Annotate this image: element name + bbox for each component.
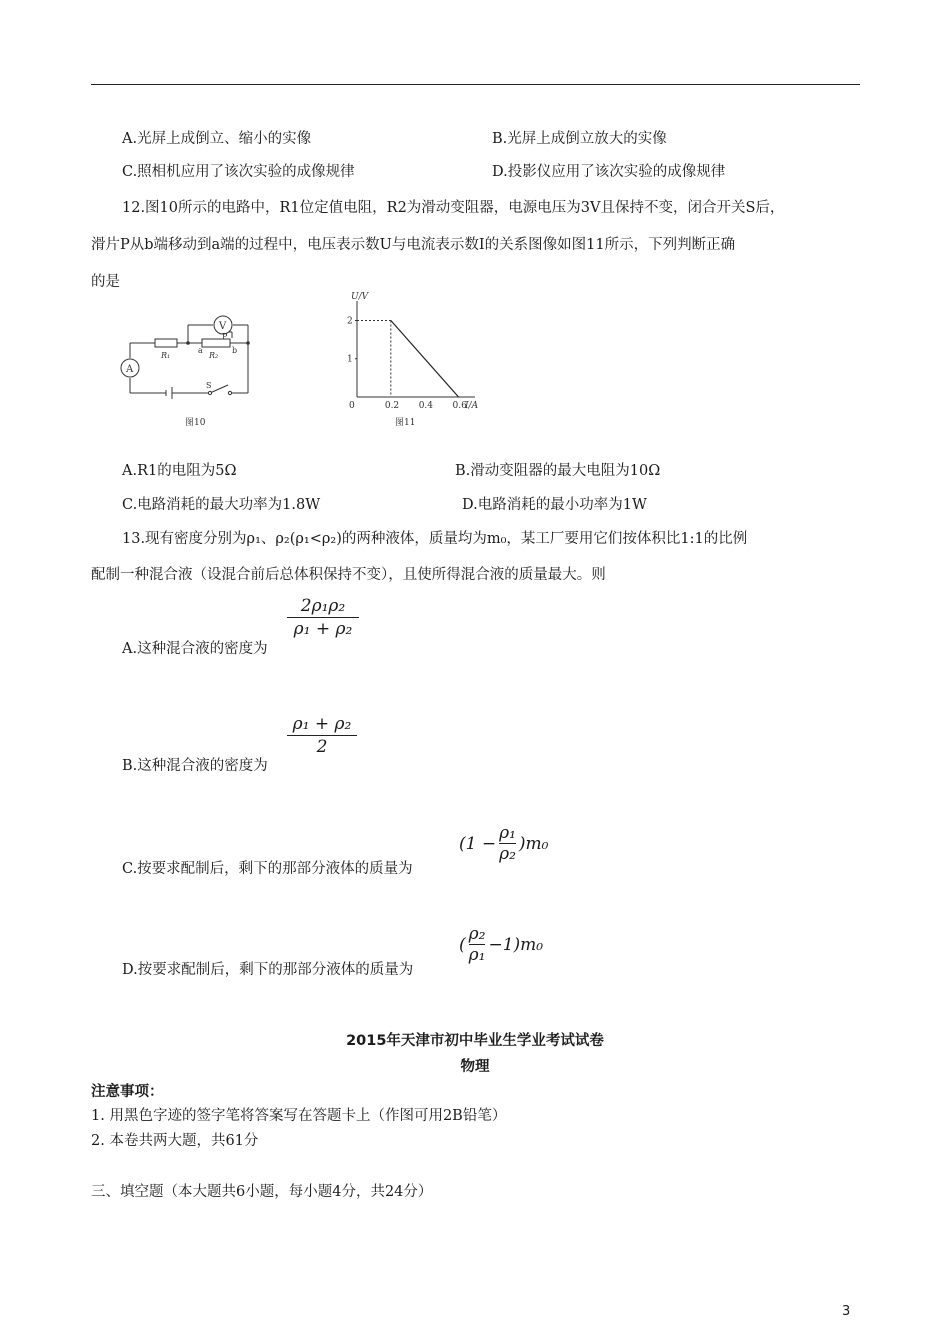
- q11-option-d: D.投影仪应用了该次实验的成像规律: [492, 164, 726, 180]
- figure-10-circuit: [120, 305, 270, 430]
- q13-stem-line1: 13.现有密度分别为ρ₁、ρ₂(ρ₁<ρ₂)的两种液体，质量均为m₀，某工厂要用它们按体积比1:1的比例: [122, 531, 748, 547]
- figure-10-caption: 图10: [185, 418, 206, 428]
- resistor-r1: [155, 339, 177, 347]
- label-v: V: [219, 321, 227, 332]
- formula-d-suffix: −1)m₀: [488, 934, 544, 955]
- formula-c: [459, 823, 549, 864]
- formula-c-numerator: ρ₁: [499, 823, 516, 843]
- exam-subject: 物理: [460, 1059, 490, 1075]
- y-axis-label: U/V: [351, 292, 369, 302]
- formula-b-numerator: ρ₁ + ρ₂: [292, 714, 352, 734]
- y-tick-label: 2: [347, 316, 353, 327]
- label-b-end: b: [232, 346, 238, 355]
- q12-stem-line1: 12.图10所示的电路中，R1位定值电阻，R2为滑动变阻器，电源电压为3V且保持不变，闭合开关S后，: [122, 200, 785, 216]
- label-a-meter: A: [126, 364, 134, 375]
- label-p: P: [222, 332, 228, 341]
- label-r2: R₂: [209, 351, 219, 360]
- formula-b-denominator: 2: [316, 737, 328, 757]
- figure-11-graph: [335, 292, 485, 430]
- q13-stem-line2: 配制一种混合液（设混合前后总体积保持不变），且使所得混合液的质量最大。则: [91, 567, 606, 583]
- x-axis-label: I/A: [465, 401, 479, 411]
- y-tick-label: 1: [347, 354, 353, 365]
- formula-a-numerator: 2ρ₁ρ₂: [300, 596, 346, 616]
- formula-d-fraction: [469, 924, 486, 965]
- q13-option-c: C.按要求配制后，剩下的那部分液体的质量为: [122, 861, 413, 877]
- series-line-0: [391, 320, 459, 397]
- x-tick-label: 0.2: [384, 401, 400, 411]
- q13-option-b: B.这种混合液的密度为: [122, 758, 268, 774]
- formula-c-fraction: [499, 823, 516, 864]
- q11-option-b: B.光屏上成倒立放大的实像: [492, 131, 667, 147]
- header-rule: [91, 84, 860, 85]
- notice-heading: 注意事项：: [91, 1084, 164, 1100]
- q13-option-d: D.按要求配制后，剩下的那部分液体的质量为: [122, 962, 414, 978]
- figure-11-caption: 图11: [395, 418, 416, 428]
- x-tick-label: 0.6: [452, 401, 467, 411]
- formula-c-prefix: (1 −: [459, 833, 497, 854]
- formula-a-denominator: ρ₁ + ρ₂: [293, 619, 353, 639]
- label-s: S: [206, 381, 212, 390]
- q12-option-c: C.电路消耗的最大功率为1.8W: [122, 497, 321, 513]
- notice-item-1: 1. 用黑色字迹的签字笔将答案写在答题卡上（作图可用2B铅笔）: [91, 1108, 507, 1124]
- q11-option-a: A.光屏上成倒立、缩小的实像: [122, 131, 312, 147]
- formula-d-prefix: (: [459, 934, 466, 955]
- formula-d-denominator: ρ₁: [468, 945, 486, 965]
- formula-b: [287, 714, 357, 757]
- q12-option-d: D.电路消耗的最小功率为1W: [462, 497, 647, 513]
- q12-option-a: A.R1的电阻为5Ω: [122, 463, 237, 479]
- formula-d-numerator: ρ₂: [468, 924, 486, 944]
- formula-d: [459, 924, 543, 965]
- section-3-heading: 三、填空题（本大题共6小题，每小题4分，共24分）: [91, 1184, 433, 1200]
- formula-a: [287, 596, 359, 639]
- page-number: 3: [842, 1304, 851, 1319]
- exam-title: 2015年天津市初中毕业生学业考试试卷: [346, 1033, 604, 1049]
- x-tick-label: 0: [349, 401, 355, 411]
- q11-option-c: C.照相机应用了该次实验的成像规律: [122, 164, 355, 180]
- q12-option-b: B.滑动变阻器的最大电阻为10Ω: [455, 463, 661, 479]
- x-tick-label: 0.4: [418, 401, 434, 411]
- q12-stem-line2: 滑片P从b端移动到a端的过程中，电压表示数U与电流表示数I的关系图像如图11所示，下列判断正确: [91, 237, 736, 253]
- formula-c-suffix: )m₀: [518, 833, 549, 854]
- q13-option-a: A.这种混合液的密度为: [122, 641, 268, 657]
- formula-c-denominator: ρ₂: [499, 844, 516, 864]
- label-r1: R₁: [161, 351, 171, 360]
- notice-item-2: 2. 本卷共两大题，共61分: [91, 1133, 259, 1149]
- label-a-end: a: [198, 346, 203, 355]
- q12-stem-line3: 的是: [91, 274, 120, 290]
